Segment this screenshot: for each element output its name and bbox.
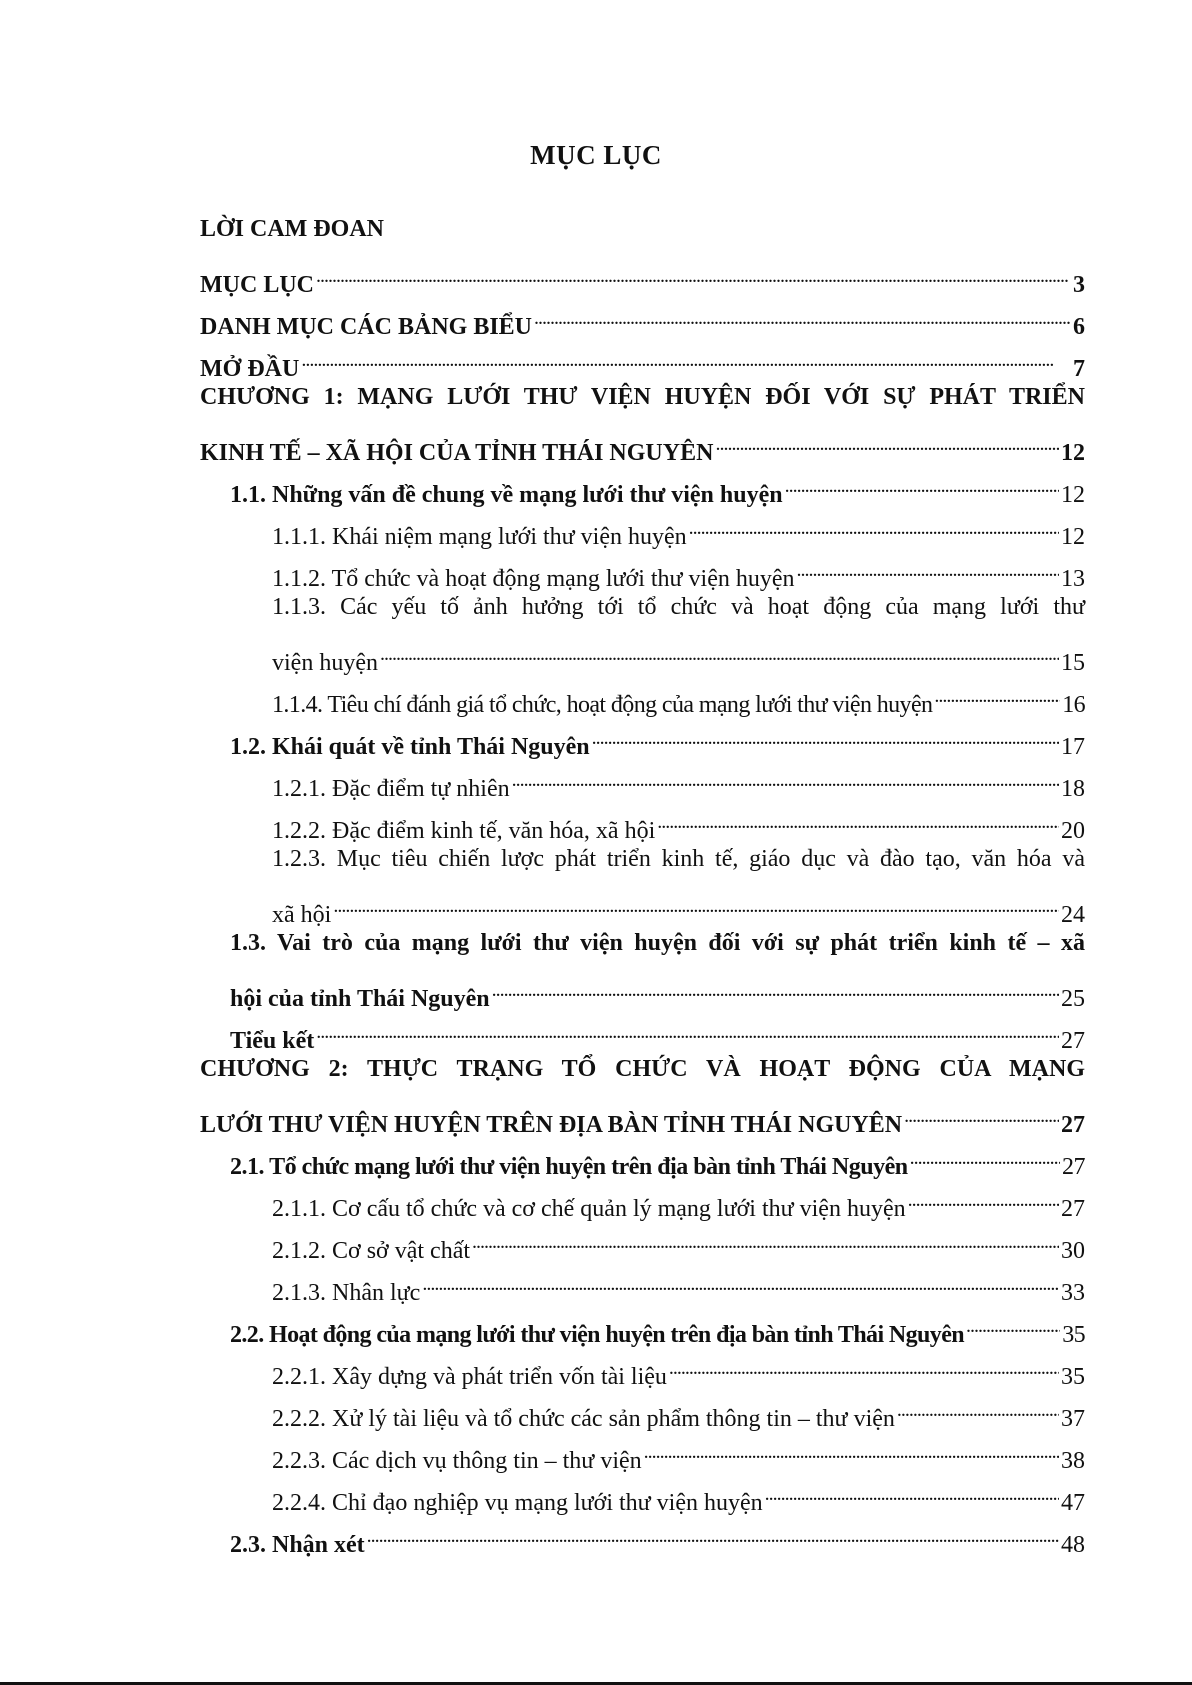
toc-entry-text: 2.3. Nhận xét <box>230 1532 365 1558</box>
toc-entry-text: 1.1. Những vấn đề chung về mạng lưới thư viện huyện <box>230 482 783 508</box>
toc-entry <box>200 208 1085 250</box>
toc-page-number: 12 <box>1061 524 1085 550</box>
toc-entry <box>200 418 1085 466</box>
toc-entry-text: 2.2.2. Xử lý tài liệu và tổ chức các sản phẩm thông tin – thư viện <box>272 1406 895 1432</box>
toc-entry-text: 2.2.1. Xây dựng và phát triển vốn tài liệu <box>272 1364 667 1390</box>
toc-page-number: 35 <box>1061 1364 1085 1390</box>
toc-page-number: 13 <box>1061 566 1085 592</box>
dot-leader <box>592 712 1059 754</box>
toc-entry <box>200 964 1085 1012</box>
toc-page-number: 6 <box>1073 314 1085 340</box>
dot-leader <box>669 1342 1059 1384</box>
dot-leader <box>534 292 1071 334</box>
toc-entry-text: DANH MỤC CÁC BẢNG BIỂU <box>200 314 533 340</box>
toc-page-number: 24 <box>1061 902 1085 928</box>
toc-page-number: 33 <box>1061 1280 1085 1306</box>
toc-entry-text: CHƯƠNG 2: THỰC TRẠNG TỔ CHỨC VÀ HOẠT ĐỘNG CỦA MẠNG <box>200 1056 1085 1082</box>
dot-leader <box>908 1174 1059 1216</box>
toc-entry <box>200 250 1085 298</box>
toc-page-number: 12 <box>1061 440 1085 466</box>
toc-entry-text: 1.1.1. Khái niệm mạng lưới thư viện huyện <box>272 524 687 550</box>
toc-page-number: 38 <box>1061 1448 1085 1474</box>
toc-entry-text: 1.2.3. Mục tiêu chiến lược phát triển kinh tế, giáo dục và đào tạo, văn hóa và <box>272 846 1085 872</box>
toc-entry-text: hội của tỉnh Thái Nguyên <box>230 986 490 1012</box>
dot-leader <box>797 544 1059 586</box>
toc-entry <box>200 376 1085 418</box>
toc-entry-text: 2.1. Tổ chức mạng lưới thư viện huyện trên địa bàn tỉnh Thái Nguyên <box>230 1154 908 1180</box>
toc-page-number: 27 <box>1062 1154 1085 1180</box>
dot-leader <box>644 1426 1059 1468</box>
toc-entry-text: Tiểu kết <box>230 1028 315 1054</box>
toc-entry-text: xã hội <box>272 902 332 928</box>
toc-entry <box>200 1006 1085 1054</box>
toc-entry-text: LƯỚI THƯ VIỆN HUYỆN TRÊN ĐỊA BÀN TỈNH THÁI NGUYÊN <box>200 1112 903 1138</box>
toc-page-number: 12 <box>1061 482 1085 508</box>
toc-entry-text: CHƯƠNG 1: MẠNG LƯỚI THƯ VIỆN HUYỆN ĐỐI VỚI SỰ PHÁT TRIỂN <box>200 384 1085 410</box>
toc-page-number: 27 <box>1061 1028 1085 1054</box>
toc-page-number: 15 <box>1061 650 1085 676</box>
toc-entry-text: 1.3. Vai trò của mạng lưới thư viện huyện đối với sự phát triển kinh tế – xã <box>230 930 1085 956</box>
toc-entry-text: KINH TẾ – XÃ HỘI CỦA TỈNH THÁI NGUYÊN <box>200 440 714 466</box>
toc-entry-text: 1.2.1. Đặc điểm tự nhiên <box>272 776 510 802</box>
dot-leader <box>934 670 1060 712</box>
toc-entry <box>200 1048 1085 1090</box>
table-of-contents <box>200 208 1085 1558</box>
toc-entry-text: 2.1.3. Nhân lực <box>272 1280 421 1306</box>
dot-leader <box>657 796 1059 838</box>
dot-leader <box>897 1384 1059 1426</box>
toc-page-number: 27 <box>1061 1112 1085 1138</box>
toc-entry <box>200 1090 1085 1138</box>
toc-page-number: 35 <box>1062 1322 1085 1348</box>
toc-entry-text: 1.1.2. Tổ chức và hoạt động mạng lưới thư viện huyện <box>272 566 795 592</box>
toc-page-number: 7 <box>1073 356 1085 382</box>
toc-entry <box>200 838 1085 880</box>
dot-leader <box>904 1090 1059 1132</box>
toc-page-number: 30 <box>1061 1238 1085 1264</box>
toc-entry <box>200 880 1085 928</box>
toc-page-number: 3 <box>1073 272 1085 298</box>
toc-page-number: 48 <box>1061 1532 1085 1558</box>
dot-leader <box>512 754 1059 796</box>
toc-page-number: 18 <box>1061 776 1085 802</box>
page-title: MỤC LỤC <box>530 140 662 170</box>
dot-leader <box>966 1300 1060 1342</box>
toc-entry-text: MỞ ĐẦU <box>200 356 300 382</box>
dot-leader <box>316 250 1071 292</box>
toc-page-number: 27 <box>1061 1196 1085 1222</box>
dot-leader <box>492 964 1059 1006</box>
toc-entry-text: viện huyện <box>272 650 378 676</box>
toc-page-number: 20 <box>1061 818 1085 844</box>
dot-leader <box>422 1258 1059 1300</box>
dot-leader <box>367 1510 1059 1552</box>
toc-entry-text: 1.1.4. Tiêu chí đánh giá tổ chức, hoạt động của mạng lưới thư viện huyện <box>272 692 933 718</box>
dot-leader <box>785 460 1059 502</box>
dot-leader <box>472 1216 1059 1258</box>
toc-entry-text: 2.2.3. Các dịch vụ thông tin – thư viện <box>272 1448 642 1474</box>
toc-entry <box>200 292 1085 340</box>
toc-page-number: 17 <box>1061 734 1085 760</box>
dot-leader <box>765 1468 1059 1510</box>
toc-entry-text: 1.2. Khái quát về tỉnh Thái Nguyên <box>230 734 590 760</box>
toc-entry-text: 2.2. Hoạt động của mạng lưới thư viện huyện trên địa bàn tỉnh Thái Nguyên <box>230 1322 965 1348</box>
dot-leader <box>301 334 1071 376</box>
toc-entry <box>200 628 1085 676</box>
toc-page-number: 25 <box>1061 986 1085 1012</box>
toc-page-number: 47 <box>1061 1490 1085 1516</box>
dot-leader <box>910 1132 1060 1174</box>
toc-entry-text: 2.1.1. Cơ cấu tổ chức và cơ chế quản lý mạng lưới thư viện huyện <box>272 1196 906 1222</box>
dot-leader <box>380 628 1059 670</box>
toc-entry-text: 2.1.2. Cơ sở vật chất <box>272 1238 471 1264</box>
toc-entry-text: 1.1.3. Các yếu tố ảnh hưởng tới tổ chức và hoạt động của mạng lưới thư <box>272 594 1085 620</box>
toc-entry <box>200 334 1085 382</box>
dot-leader <box>333 880 1059 922</box>
toc-entry-text: MỤC LỤC <box>200 272 314 298</box>
toc-entry-text: 2.2.4. Chỉ đạo nghiệp vụ mạng lưới thư viện huyện <box>272 1490 763 1516</box>
toc-page-number: 37 <box>1061 1406 1085 1432</box>
toc-entry-text: 1.2.2. Đặc điểm kinh tế, văn hóa, xã hội <box>272 818 656 844</box>
toc-entry <box>200 922 1085 964</box>
toc-entry-text: LỜI CAM ĐOAN <box>200 216 384 242</box>
dot-leader <box>715 418 1059 460</box>
toc-entry <box>200 586 1085 628</box>
dot-leader <box>689 502 1059 544</box>
toc-page-number: 16 <box>1062 692 1085 718</box>
dot-leader <box>316 1006 1059 1048</box>
